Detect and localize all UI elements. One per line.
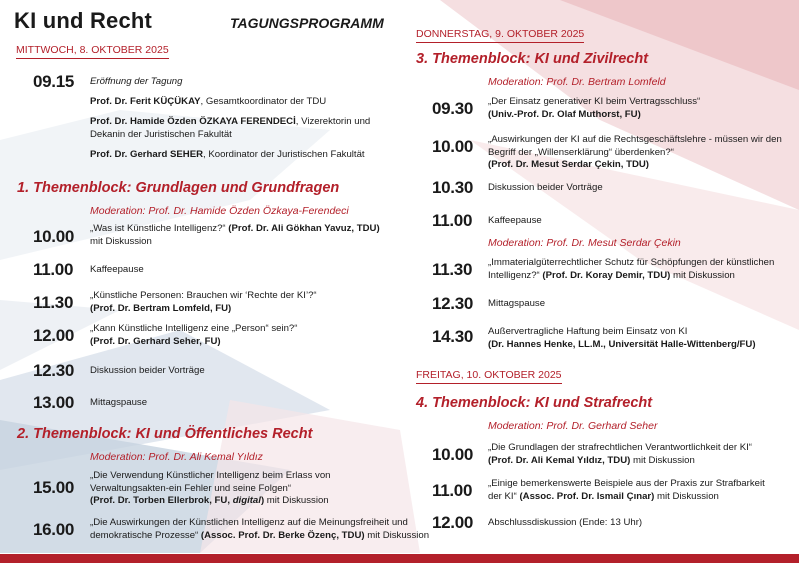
talk-title: „Künstliche Personen: Brauchen wir ‘Rechte der KI’?“ (90, 290, 317, 301)
talk-note: mit Diskussion (670, 269, 735, 281)
speaker-name: Prof. Dr. Hamide Özden ÖZKAYA FERENDECİ (90, 116, 296, 127)
b4-time-1: 10.00 (432, 445, 474, 464)
b1-item-6: Mittagspause (90, 397, 148, 408)
b4-time-3: 12.00 (432, 513, 474, 532)
talk-title-2: demokratische Prozesse“ (90, 529, 201, 541)
b1-item-3 (90, 290, 317, 315)
b1-item-4 (90, 323, 297, 348)
block-2-moderation: Moderation: Prof. Dr. Ali Kemal Yıldız (90, 451, 263, 463)
b1-item-5: Diskussion beider Vorträge (90, 365, 205, 376)
speaker: (Dr. Hannes Henke, LL.M., Universität Halle-Wittenberg/FU) (488, 338, 756, 350)
speaker-role: , Vizerektorin und (295, 116, 371, 127)
b3-item-1 (488, 96, 700, 121)
opening-title: Eröffnung der Tagung (90, 76, 183, 87)
talk-note: mit Diskussion (630, 454, 695, 466)
b1-time-1: 10.00 (33, 227, 75, 246)
block-3-moderation-2: Moderation: Prof. Dr. Mesut Serdar Çekin (488, 237, 681, 249)
b2-time-2: 16.00 (33, 520, 75, 539)
speaker-name: (Prof. Dr. Torben Ellerbrok, FU, (90, 495, 233, 506)
b3-time-1: 09.30 (432, 99, 474, 118)
b3-item-3: Diskussion beider Vorträge (488, 182, 603, 193)
block-3-moderation: Moderation: Prof. Dr. Bertram Lomfeld (488, 76, 666, 88)
talk-title: „Was ist Künstliche Intelligenz?“ (90, 223, 229, 234)
b1-time-4: 12.00 (33, 326, 75, 345)
talk-title: „Kann Künstliche Intelligenz eine „Person“ sein?“ (90, 323, 298, 334)
b3-item-6: Mittagspause (488, 298, 546, 309)
b4-item-1 (488, 442, 752, 467)
b2-item-1 (90, 470, 331, 508)
b3-time-5: 11.30 (432, 260, 473, 279)
b1-item-2: Kaffeepause (90, 264, 144, 275)
talk-title-2: Begriff der „Willenserklärung“ überdenken?“ (488, 146, 674, 158)
talk-note: mit Diskussion (90, 235, 152, 247)
b3-time-4: 11.00 (432, 211, 473, 230)
talk-title: „Immaterialgüterrechtlicher Schutz für Schöpfungen der künstlichen (488, 257, 775, 268)
speaker: (Univ.-Prof. Dr. Olaf Muthorst, FU) (488, 108, 641, 120)
block-3-title: 3. Themenblock: KI und Zivilrecht (416, 51, 649, 67)
b4-item-3: Abschlussdiskussion (Ende: 13 Uhr) (488, 517, 643, 528)
speaker: (Prof. Dr. Gerhard Seher, FU) (90, 335, 221, 347)
day-heading-friday: FREITAG, 10. OKTOBER 2025 (416, 369, 562, 384)
opening-speaker-2-role: Dekanin der Juristischen Fakultät (90, 128, 232, 140)
block-4-moderation: Moderation: Prof. Dr. Gerhard Seher (488, 420, 658, 432)
b3-item-5 (488, 257, 774, 282)
talk-title: Außervertragliche Haftung beim Einsatz von KI (488, 326, 688, 337)
b2-time-1: 15.00 (33, 478, 75, 497)
opening-speaker-3 (90, 149, 370, 162)
b3-item-7 (488, 326, 756, 351)
talk-note: mit Diskussion (264, 495, 329, 506)
b4-item-2 (488, 478, 765, 503)
b1-time-6: 13.00 (33, 393, 75, 412)
block-1-title: 1. Themenblock: Grundlagen und Grundfragen (17, 180, 340, 196)
talk-title: „Die Grundlagen der strafrechtlichen Verantwortlichkeit der KI“ (488, 442, 752, 453)
speaker: (Prof. Dr. Koray Demir, TDU) (542, 269, 671, 281)
b1-time-5: 12.30 (33, 361, 75, 380)
page-title: KI und Recht (14, 8, 153, 33)
b1-time-3: 11.30 (33, 293, 74, 312)
talk-note: mit Diskussion (654, 490, 719, 502)
speaker-mode: digital (232, 495, 261, 506)
b2-item-2 (90, 517, 429, 542)
talk-title-2: Verwaltungsakten-ein Fehler und seine Folgen“ (90, 482, 292, 494)
talk-note: mit Diskussion (364, 529, 430, 541)
speaker-role: , Koordinator der Juristischen Fakultät (203, 149, 365, 160)
speaker: (Assoc. Prof. Dr. Ismail Çınar) (519, 490, 655, 502)
b3-time-3: 10.30 (432, 178, 474, 197)
talk-title: „Die Auswirkungen der Künstlichen Intelligenz auf die Meinungsfreiheit und (90, 517, 408, 528)
block-4-title: 4. Themenblock: KI und Strafrecht (416, 395, 653, 411)
time-opening: 09.15 (33, 72, 75, 91)
speaker: (Prof. Dr. Ali Kemal Yıldız, TDU) (488, 454, 631, 466)
speaker-close: ) (260, 495, 265, 506)
talk-title-2: der KI“ (488, 490, 520, 502)
block-1-moderation: Moderation: Prof. Dr. Hamide Özden Özkaya-Ferendeci (90, 205, 349, 217)
opening-speaker-1 (90, 96, 370, 109)
b1-item-1 (90, 223, 380, 248)
speaker: (Prof. Dr. Mesut Serdar Çekin, TDU) (488, 159, 649, 170)
speaker: (Prof. Dr. Bertram Lomfeld, FU) (90, 302, 232, 314)
b3-time-7: 14.30 (432, 327, 474, 346)
talk-title: „Auswirkungen der KI auf die Rechtsgeschäftslehre - müssen wir den (488, 134, 782, 145)
b3-time-2: 10.00 (432, 137, 474, 156)
b4-time-2: 11.00 (432, 481, 473, 500)
speaker: (Prof. Dr. Ali Gökhan Yavuz, TDU) (228, 223, 380, 234)
page-subtitle: TAGUNGSPROGRAMM (230, 15, 384, 31)
day-heading-wednesday: MITTWOCH, 8. OKTOBER 2025 (16, 44, 169, 59)
talk-title-2: Intelligenz?“ (488, 269, 543, 281)
opening-speaker-2 (90, 116, 370, 129)
block-2-title: 2. Themenblock: KI und Öffentliches Recht (17, 426, 313, 442)
speaker (90, 495, 264, 506)
b1-time-2: 11.00 (33, 260, 74, 279)
talk-title: „Einige bemerkenswerte Beispiele aus der Praxis zur Strafbarkeit (488, 478, 765, 489)
speaker-name: Prof. Dr. Gerhard SEHER (90, 149, 204, 160)
speaker-role: , Gesamtkoordinator der TDU (200, 95, 327, 107)
talk-title: „Die Verwendung Künstlicher Intelligenz beim Erlass von (90, 470, 331, 481)
b3-item-4: Kaffeepause (488, 215, 542, 226)
talk-title: „Der Einsatz generativer KI beim Vertragsschluss“ (488, 96, 701, 107)
opening-block (90, 76, 370, 162)
bottom-accent-bar (0, 554, 799, 563)
day-heading-thursday: DONNERSTAG, 9. OKTOBER 2025 (416, 28, 584, 43)
b3-item-2 (488, 134, 782, 172)
speaker-name: Prof. Dr. Ferit KÜÇÜKAY (90, 95, 201, 107)
speaker: (Assoc. Prof. Dr. Berke Özenç, TDU) (200, 529, 365, 541)
b3-time-6: 12.30 (432, 294, 474, 313)
